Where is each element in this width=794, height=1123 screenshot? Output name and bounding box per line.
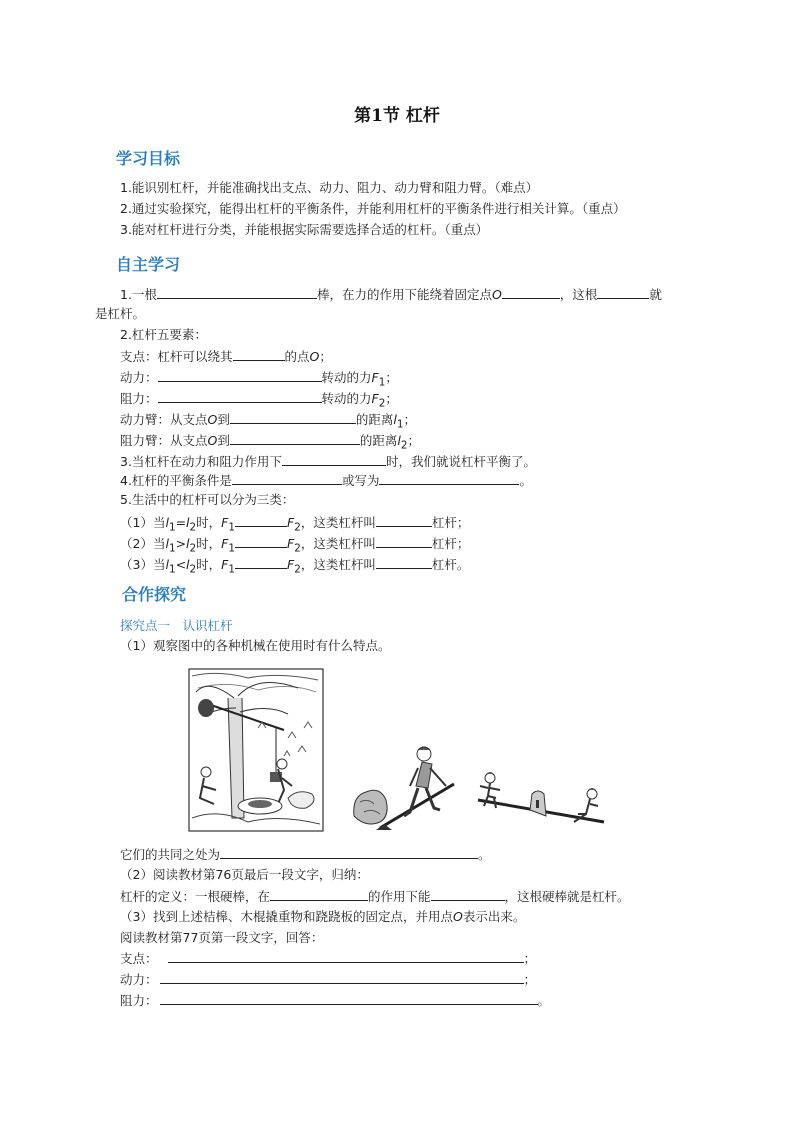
blank[interactable] <box>220 846 478 859</box>
blank[interactable] <box>235 514 287 527</box>
blank[interactable] <box>431 888 505 901</box>
blank[interactable] <box>379 472 519 485</box>
self-q1-line2: 是杠杆。 <box>95 306 146 321</box>
section-cooperative: 合作探究 <box>122 585 187 604</box>
blank[interactable] <box>158 369 322 382</box>
blank[interactable] <box>158 390 322 403</box>
seesaw-illustration <box>474 770 608 830</box>
self-q3: 3.当杠杆在动力和阻力作用下 时，我们就说杠杆平衡了。 <box>120 454 536 469</box>
section-self-study: 自主学习 <box>116 255 181 274</box>
lever-definition-line: 杠杆的定义：一根硬棒，在 的作用下能 ，这根硬棒就是杠杆。 <box>120 889 630 904</box>
blank[interactable] <box>233 348 285 361</box>
blank[interactable] <box>282 453 386 466</box>
well-sweep-illustration <box>188 668 324 832</box>
blank[interactable] <box>157 286 317 299</box>
goal-3: 3.能对杠杆进行分类，并能根据实际需要选择合适的杠杆。（重点） <box>120 222 489 237</box>
blank[interactable] <box>168 950 524 963</box>
self-q2: 2.杠杆五要素： <box>120 327 207 342</box>
resistance-arm-line: 阻力臂：从支点O到 的距离$l_2$； <box>120 433 421 452</box>
blank[interactable] <box>376 535 432 548</box>
blank[interactable] <box>230 411 356 424</box>
fulcrum-line: 支点：杠杆可以绕其 的点O； <box>120 349 332 364</box>
common-feature-line: 它们的共同之处为 。 <box>120 847 491 862</box>
blank[interactable] <box>270 888 368 901</box>
blank[interactable] <box>160 992 538 1005</box>
blank[interactable] <box>235 556 287 569</box>
class-3-line: （3）当$l_1<l_2$时，$F_1$ $F_2$，这类杠杆叫 杠杆。 <box>120 557 470 576</box>
self-q4: 4.杠杆的平衡条件是 或写为 。 <box>120 473 532 488</box>
answer-fulcrum-line: 支点： ； <box>120 951 537 966</box>
coop-p4: 阅读教材第77页第一段文字，回答： <box>120 930 324 945</box>
blank[interactable] <box>376 556 432 569</box>
self-q1-line1: 1.一根 棒，在力的作用下能绕着固定点O ，这根 就 <box>120 287 662 302</box>
blank[interactable] <box>230 432 360 445</box>
section-learning-goals: 学习目标 <box>116 149 181 168</box>
blank[interactable] <box>160 971 524 984</box>
blank[interactable] <box>232 472 342 485</box>
inquiry-point-1: 探究点一 认识杠杆 <box>120 618 233 633</box>
class-1-line: （1）当$l_1=l_2$时，$F_1$ $F_2$，这类杠杆叫 杠杆； <box>120 515 470 534</box>
blank[interactable] <box>597 286 649 299</box>
effort-arm-line: 动力臂：从支点O到 的距离$l_1$； <box>120 412 417 431</box>
effort-line: 动力： 转动的力$F_1$； <box>120 370 398 389</box>
answer-effort-line: 动力： ； <box>120 972 537 987</box>
page-title: 第1节 杠杆 <box>354 106 440 126</box>
blank[interactable] <box>502 286 560 299</box>
blank[interactable] <box>376 514 432 527</box>
answer-resistance-line: 阻力： 。 <box>120 993 551 1008</box>
coop-p3: （3）找到上述桔槔、木棍撬重物和跷跷板的固定点，并用点O表示出来。 <box>120 909 526 924</box>
blank[interactable] <box>235 535 287 548</box>
resistance-line: 阻力： 转动的力$F_2$； <box>120 391 398 410</box>
self-q5: 5.生活中的杠杆可以分为三类： <box>120 492 295 507</box>
class-2-line: （2）当$l_1>l_2$时，$F_1$ $F_2$，这类杠杆叫 杠杆； <box>120 536 470 555</box>
coop-p1: （1）观察图中的各种机械在使用时有什么特点。 <box>120 638 391 653</box>
goal-2: 2.通过实验探究，能得出杠杆的平衡条件，并能利用杠杆的平衡条件进行相关计算。（重点） <box>120 201 626 216</box>
goal-1: 1.能识别杠杆，并能准确找出支点、动力、阻力、动力臂和阻力臂。（难点） <box>120 180 539 195</box>
coop-p2: （2）阅读教材第76页最后一段文字，归纳： <box>120 867 369 882</box>
stick-prying-rock-illustration <box>350 746 462 832</box>
